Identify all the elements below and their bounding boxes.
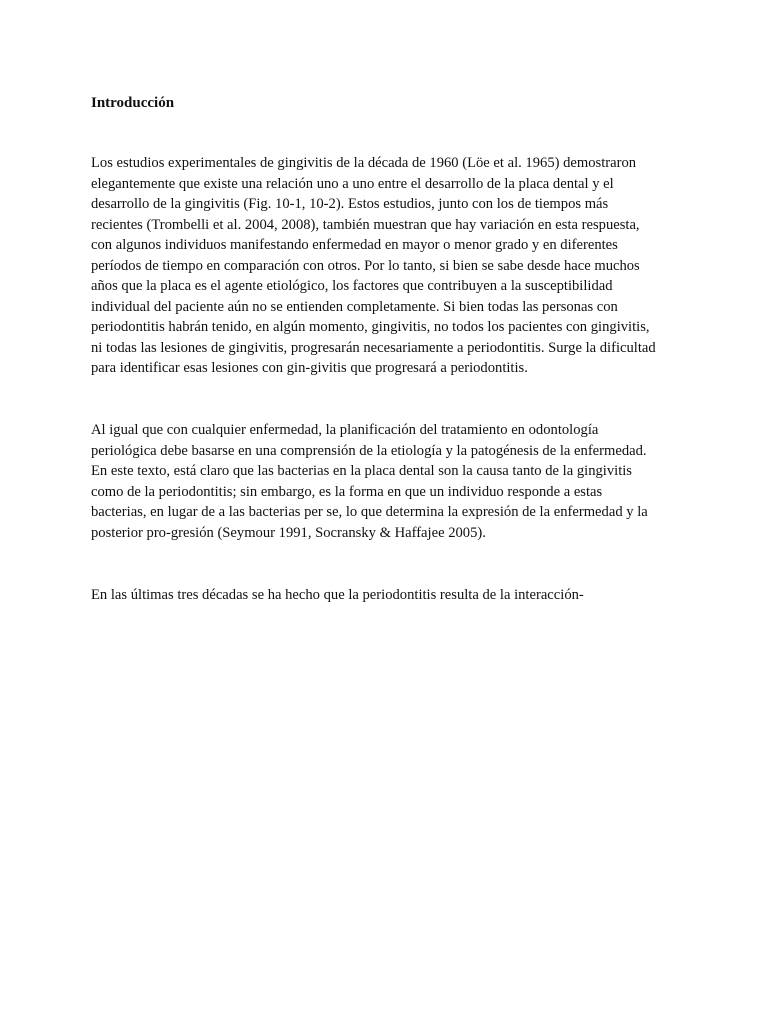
paragraph-line: con algunos individuos manifestando enfermedad en mayor o menor grado y en diferentes <box>91 237 618 253</box>
paragraph-line: desarrollo de la gingivitis (Fig. 10-1, 10-2). Estos estudios, junto con los de tiempos más <box>91 196 609 212</box>
paragraph-1 <box>91 153 691 379</box>
paragraph-line: años que la placa es el agente etiológico, los factores que contribuyen a la susceptibilidad <box>91 278 613 294</box>
paragraph-line: para identificar esas lesiones con gin-givitis que progresará a periodontitis. <box>91 360 528 376</box>
paragraph-line: Al igual que con cualquier enfermedad, la planificación del tratamiento en odontología <box>91 422 599 438</box>
paragraph-line: ni todas las lesiones de gingivitis, progresarán necesariamente a periodontitis. Surge la dificultad <box>91 339 656 356</box>
paragraph-line: bacterias, en lugar de a las bacterias per se, lo que determina la expresión de la enfermedad y la <box>91 504 648 520</box>
paragraph-line: elegantemente que existe una relación uno a uno entre el desarrollo de la placa dental y el <box>91 175 614 192</box>
paragraph-line: individual del paciente aún no se entienden completamente. Si bien todas las personas con <box>91 298 618 315</box>
paragraph-line: En este texto, está claro que las bacterias en la placa dental son la causa tanto de la gingivitis <box>91 463 632 479</box>
paragraph-line: como de la periodontitis; sin embargo, es la forma en que un individuo responde a estas <box>91 483 603 500</box>
paragraph-line: posterior pro-gresión (Seymour 1991, Socransky & Haffajee 2005). <box>91 524 486 541</box>
paragraph-line: periodontitis habrán tenido, en algún momento, gingivitis, no todos los pacientes con gingivitis, <box>91 319 650 335</box>
paragraph-line: Los estudios experimentales de gingivitis de la década de 1960 (Löe et al. 1965) demostraron <box>91 155 637 171</box>
section-heading: Introducción <box>91 95 175 111</box>
paragraph-line: En las últimas tres décadas se ha hecho que la periodontitis resulta de la interacción- <box>91 587 584 603</box>
paragraph-3 <box>91 585 691 606</box>
paragraph-line: períodos de tiempo en comparación con otros. Por lo tanto, si bien se sabe desde hace muchos <box>91 257 640 274</box>
paragraph-2 <box>91 420 691 543</box>
paragraph-line: recientes (Trombelli et al. 2004, 2008), también muestran que hay variación en esta respuesta, <box>91 216 640 233</box>
paragraph-line: periológica debe basarse en una comprensión de la etiología y la patogénesis de la enfermedad. <box>91 442 647 459</box>
